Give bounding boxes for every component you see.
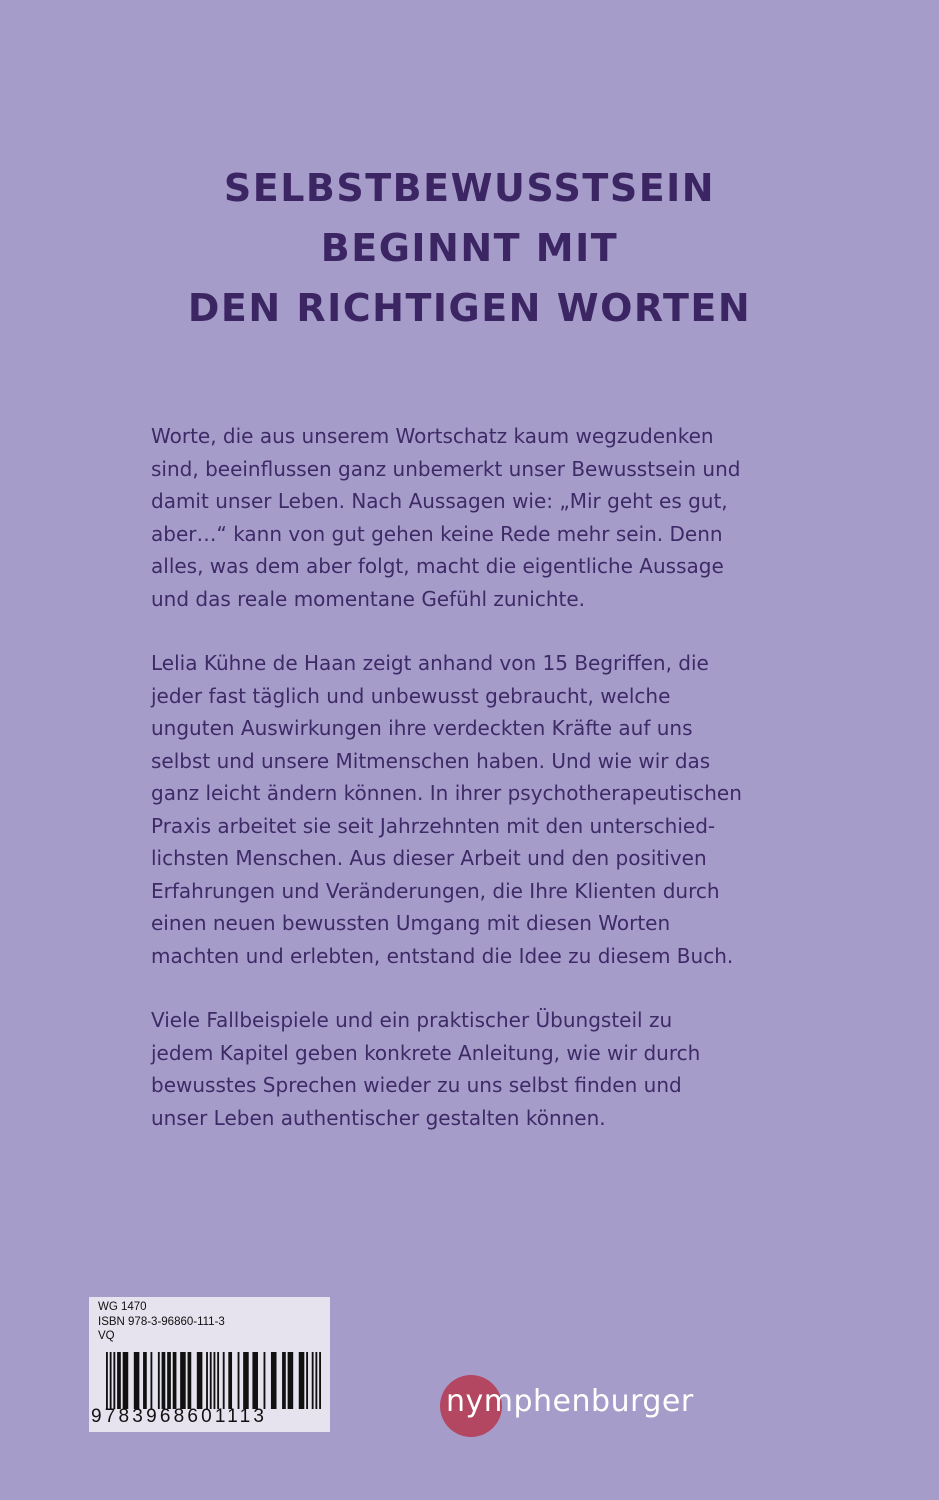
- text-line: aber…“ kann von gut gehen keine Rede mehr sein. Denn: [151, 521, 723, 546]
- text-line: Viele Fallbeispiele und ein praktischer Übungsteil zu: [151, 1008, 673, 1032]
- text-line: sind, beeinflussen ganz unbemerkt unser Bewusstsein und: [151, 456, 741, 481]
- warengruppe-label: WG 1470: [98, 1301, 147, 1313]
- headline-line-1: SELBSTBEWUSSTSEIN: [223, 166, 716, 210]
- back-cover-headline: [0, 158, 939, 338]
- logo-text-rest: phenburger: [513, 1384, 694, 1419]
- logo-text: [446, 1384, 694, 1419]
- text-line: machten und erlebten, entstand die Idee zu diesem Buch.: [151, 943, 734, 968]
- headline-line-2: BEGINNT MIT: [320, 226, 619, 270]
- paragraph-1: [151, 420, 811, 615]
- text-line: damit unser Leben. Nach Aussagen wie: „Mir geht es gut,: [151, 489, 728, 513]
- text-line: Worte, die aus unserem Wortschatz kaum wegzudenken: [151, 424, 714, 448]
- text-line: unser Leben authentischer gestalten können.: [151, 1105, 606, 1130]
- barcode-digits: 9783968601113: [91, 1406, 268, 1427]
- code-label: VQ: [98, 1330, 115, 1342]
- text-line: selbst und unsere Mitmenschen haben. Und wie wir das: [151, 748, 711, 773]
- text-line: jeder fast täglich und unbewusst gebraucht, welche: [151, 683, 671, 708]
- paragraph-3: [151, 1004, 811, 1134]
- text-line: Lelia Kühne de Haan zeigt anhand von 15 Begriffen, die: [151, 651, 709, 675]
- text-line: jedem Kapitel geben konkrete Anleitung, wie wir durch: [151, 1040, 701, 1065]
- headline-line-3: DEN RICHTIGEN WORTEN: [187, 286, 752, 330]
- text-line: bewusstes Sprechen wieder zu uns selbst finden und: [151, 1073, 682, 1097]
- isbn-info: [98, 1300, 225, 1344]
- publisher-logo: [440, 1375, 730, 1437]
- isbn-label: ISBN 978-3-96860-111-3: [98, 1315, 225, 1328]
- text-line: einen neuen bewussten Umgang mit diesen Worten: [151, 911, 671, 935]
- text-line: Erfahrungen und Veränderungen, die Ihre Klienten durch: [151, 878, 720, 903]
- blurb-text: [151, 420, 811, 1134]
- text-line: lichsten Menschen. Aus dieser Arbeit und den positiven: [151, 846, 707, 870]
- text-line: unguten Auswirkungen ihre verdeckten Kräfte auf uns: [151, 716, 693, 740]
- logo-text-prefix: nym: [446, 1384, 514, 1419]
- text-line: alles, was dem aber folgt, macht die eigentliche Aussage: [151, 554, 724, 578]
- text-line: ganz leicht ändern können. In ihrer psychotherapeutischen: [151, 781, 742, 805]
- text-line: Praxis arbeitet sie seit Jahrzehnten mit den unterschied-: [151, 813, 716, 838]
- barcode-icon: [106, 1352, 321, 1409]
- text-line: und das reale momentane Gefühl zunichte.: [151, 586, 586, 611]
- paragraph-2: [151, 647, 811, 972]
- isbn-barcode-box: [89, 1297, 330, 1432]
